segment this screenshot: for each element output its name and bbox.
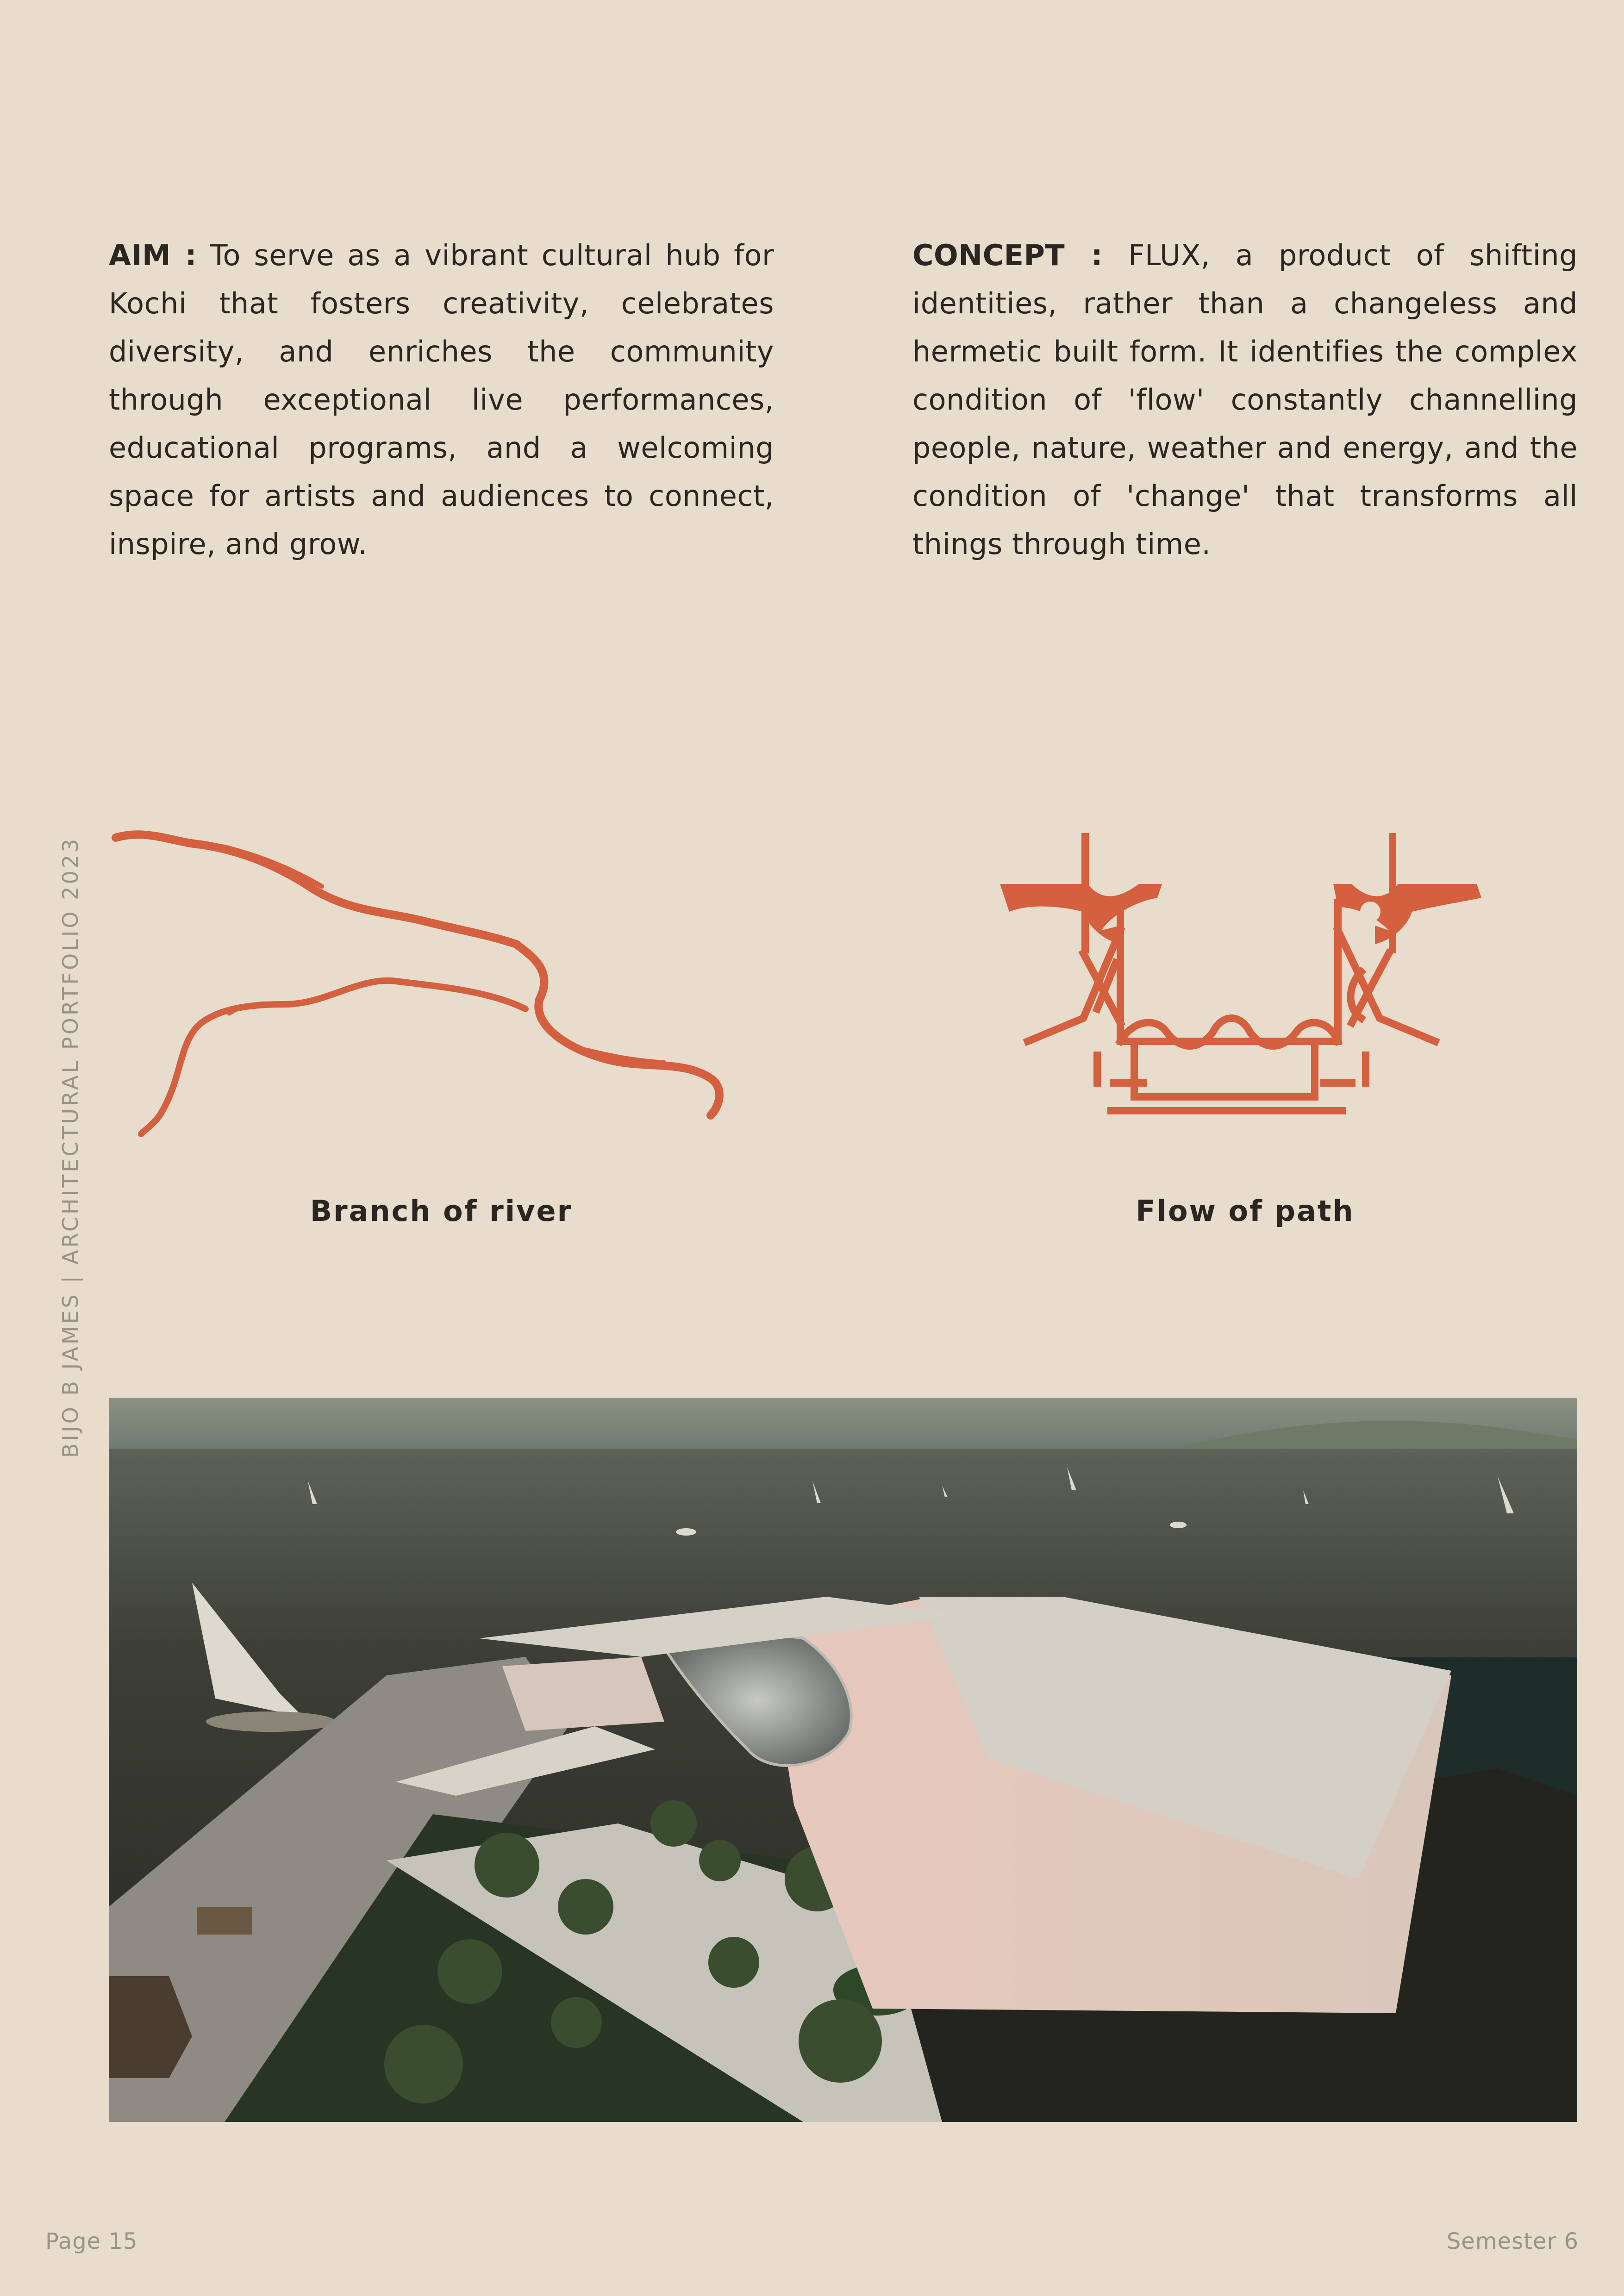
building-render-image — [109, 1398, 1577, 2122]
river-caption: Branch of river — [310, 1194, 573, 1228]
flow-of-path-diagram — [981, 824, 1514, 1157]
concept-label: CONCEPT : — [912, 238, 1103, 272]
aim-text: To serve as a vibrant cultural hub for Kochi that fosters creativity, celebrates diversity, and enriches the community through exceptional live performances, educational programs, and a welcoming space for artists and audiences to connect, inspire, and grow. — [109, 238, 774, 561]
side-credit: BIJO B JAMES | ARCHITECTURAL PORTFOLIO 2023 — [58, 836, 83, 1458]
concept-text: FLUX, a product of shifting identities, rather than a changeless and hermetic built form. It identifies the complex condition of 'flow' constantly channelling people, nature, weather and energy, and the condition of 'change' that transforms all things through time. — [912, 238, 1578, 561]
river-branch-diagram — [109, 819, 774, 1152]
page-number: Page 15 — [45, 2228, 138, 2254]
concept-paragraph — [912, 231, 1578, 568]
aim-paragraph — [109, 231, 774, 568]
aim-label: AIM : — [109, 238, 197, 272]
path-caption: Flow of path — [1136, 1194, 1355, 1228]
semester-label: Semester 6 — [1446, 2228, 1579, 2254]
